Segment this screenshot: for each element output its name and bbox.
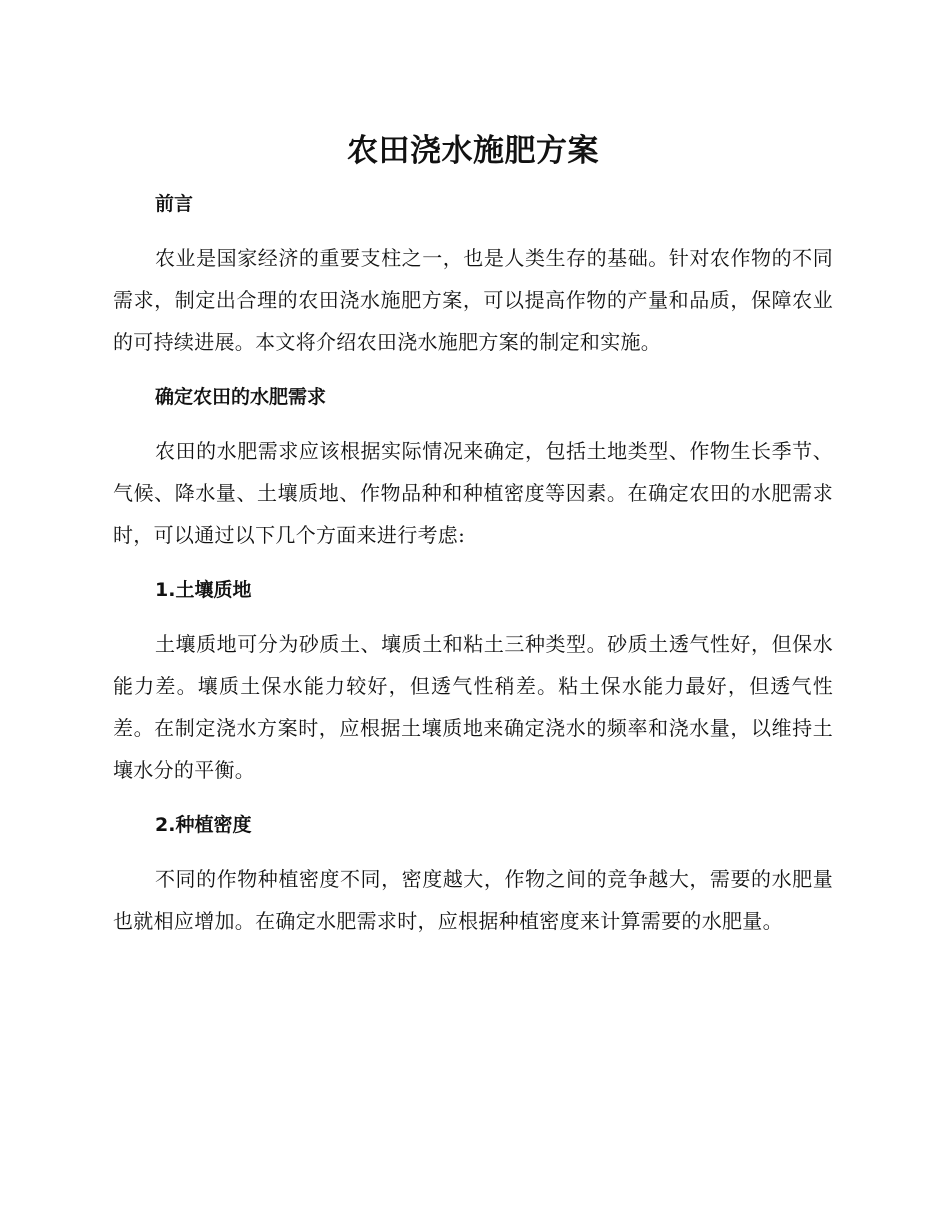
section-heading-planting-density: 2.种植密度 (155, 814, 252, 836)
section-heading-water-fertilizer-needs: 确定农田的水肥需求 (155, 386, 327, 408)
document-title: 农田浇水施肥方案 (347, 133, 599, 169)
paragraph-planting-density: 不同的作物种植密度不同，密度越大，作物之间的竞争越大，需要的水肥量也就相应增加。在确定水肥需求时，应根据种植密度来计算需要的水肥量。 (113, 867, 833, 933)
paragraph-water-fertilizer-needs: 农田的水肥需求应该根据实际情况来确定，包括土地类型、作物生长季节、气候、降水量、土壤质地、作物品种和种植密度等因素。在确定农田的水肥需求时，可以通过以下几个方面来进行考虑: (113, 439, 833, 547)
section-heading-soil-texture: 1.土壤质地 (155, 579, 252, 601)
paragraph-preface: 农业是国家经济的重要支柱之一，也是人类生存的基础。针对农作物的不同需求，制定出合理的农田浇水施肥方案，可以提高作物的产量和品质，保障农业的可持续进展。本文将介绍农田浇水施肥方案的制定和实施。 (113, 246, 833, 354)
section-heading-preface: 前言 (155, 193, 194, 215)
paragraph-soil-texture: 土壤质地可分为砂质土、壤质土和粘土三种类型。砂质土透气性好，但保水能力差。壤质土保水能力较好，但透气性稍差。粘土保水能力最好，但透气性差。在制定浇水方案时，应根据土壤质地来确定浇水的频率和浇水量，以维持土壤水分的平衡。 (113, 632, 833, 782)
document-body (113, 128, 833, 964)
